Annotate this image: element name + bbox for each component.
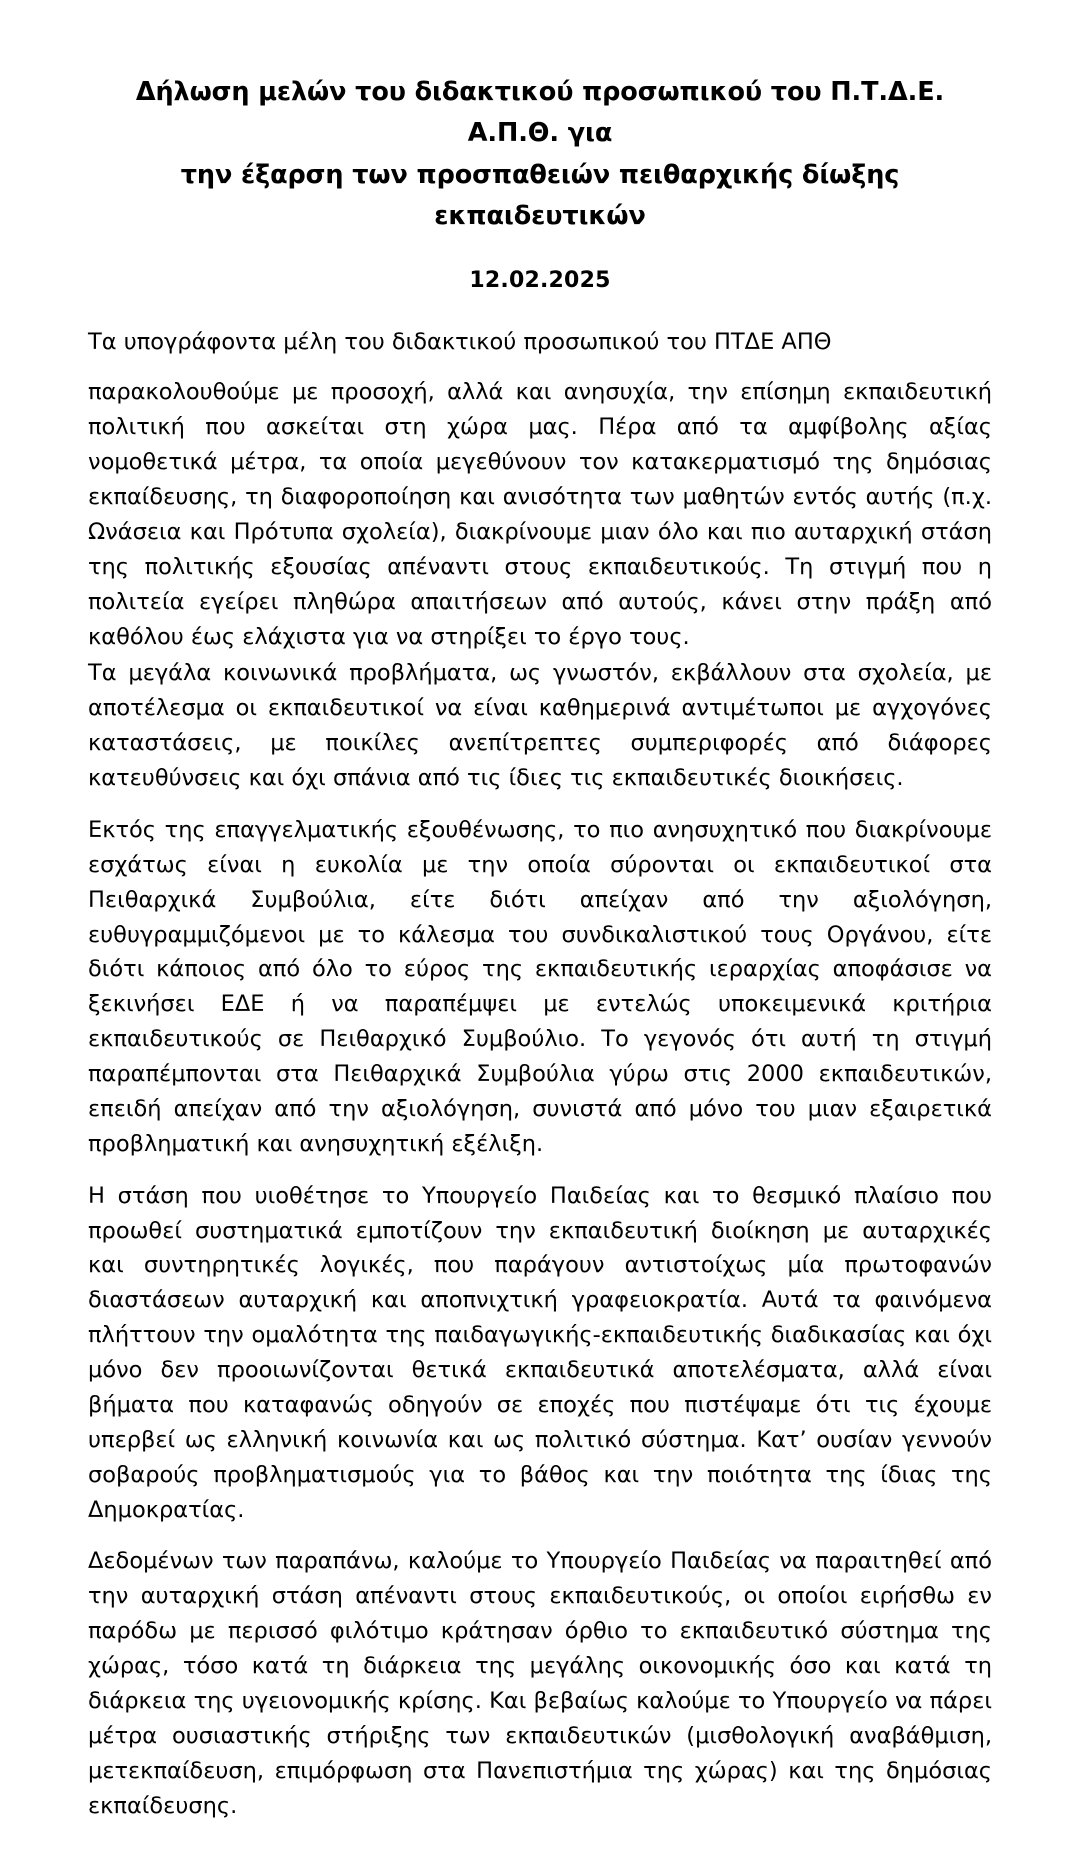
page-title-line-1: Δήλωση μελών του διδακτικού προσωπικού του Π.Τ.Δ.Ε. Α.Π.Θ. για xyxy=(135,77,945,149)
body-paragraph-4: Η στάση που υιοθέτησε το Υπουργείο Παιδείας και το θεσμικό πλαίσιο που προωθεί συστηματικά εμποτίζουν την εκπαιδευτική διοίκηση με αυταρχικές και συντηρητικές λογικές, που παράγουν αντιστοίχως μία πρωτοφανών διαστάσεων αυταρχική και αποπνιχτική γραφειοκρατία. Αυτά τα φαινόμενα πλήττουν την ομαλότητα της παιδαγωγικής-εκπαιδευτικής διαδικασίας και όχι μόνο δεν προοιωνίζονται θετικά εκπαιδευτικά αποτελέσματα, αλλά είναι βήματα που καταφανώς οδηγούν σε εποχές που πιστέψαμε ότι τις έχουμε υπερβεί ως ελληνική κοινωνία και ως πολιτικό σύστημα. Κατ’ ουσίαν γεννούν σοβαρούς προβληματισμούς για το βάθος και την ποιότητα της ίδιας της Δημοκρατίας. xyxy=(88,1182,992,1523)
body-paragraph-3: Εκτός της επαγγελματικής εξουθένωσης, το πιο ανησυχητικό που διακρίνουμε εσχάτως είναι η ευκολία με την οποία σύρονται οι εκπαιδευτικοί στα Πειθαρχικά Συμβούλια, είτε διότι απείχαν από την αξιολόγηση, ευθυγραμμιζόμενοι με το κάλεσμα του συνδικαλιστικού τους Οργάνου, είτε διότι κάποιος από όλο το εύρος της εκπαιδευτικής ιεραρχίας αποφάσισε να ξεκινήσει ΕΔΕ ή να παραπέμψει με εντελώς υποκειμενικά κριτήρια εκπαιδευτικούς σε Πειθαρχικό Συμβούλιο. Το γεγονός ότι αυτή τη στιγμή παραπέμπονται στα Πειθαρχικά Συμβούλια γύρω στις 2000 εκπαιδευτικών, επειδή απείχαν από την αξιολόγηση, συνιστά από μόνο του μιαν εξαιρετικά προβληματική και ανησυχητική εξέλιξη. xyxy=(88,816,992,1157)
body-paragraph-5: Δεδομένων των παραπάνω, καλούμε το Υπουργείο Παιδείας να παραιτηθεί από την αυταρχική στάση απέναντι στους εκπαιδευτικούς, οι οποίοι ειρήσθω εν παρόδω με περισσό φιλότιμο κράτησαν όρθιο το εκπαιδευτικό σύστημα της χώρας, τόσο κατά τη διάρκεια της μεγάλης οικονομικής όσο και κατά τη διάρκεια της υγειονομικής κρίσης. Και βεβαίως καλούμε το Υπουργείο να πάρει μέτρα ουσιαστικής στήριξης των εκπαιδευτικών (μισθολογική αναβάθμιση, μετεκπαίδευση, επιμόρφωση στα Πανεπιστήμια της χώρας) και της δημόσιας εκπαίδευσης. xyxy=(88,1548,992,1819)
page-title-line-2: την έξαρση των προσπαθειών πειθαρχικής δίωξης εκπαιδευτικών xyxy=(180,159,900,231)
body-paragraph-1: παρακολουθούμε με προσοχή, αλλά και ανησυχία, την επίσημη εκπαιδευτική πολιτική που ασκείται στη χώρα μας. Πέρα από τα αμφίβολης αξίας νομοθετικά μέτρα, τα οποία μεγεθύνουν τον κατακερματισμό της δημόσιας εκπαίδευσης, τη διαφοροποίηση και ανισότητα των μαθητών εντός αυτής (π.χ. Ωνάσεια και Πρότυπα σχολεία), διακρίνουμε μιαν όλο και πιο αυταρχική στάση της πολιτικής εξουσίας απέναντι στους εκπαιδευτικούς. Τη στιγμή που η πολιτεία εγείρει πληθώρα απαιτήσεων από αυτούς, κάνει στην πράξη από καθόλου έως ελάχιστα για να στηρίξει το έργο τους. xyxy=(88,379,992,650)
body-paragraph-2: Τα μεγάλα κοινωνικά προβλήματα, ως γνωστόν, εκβάλλουν στα σχολεία, με αποτέλεσμα οι εκπαιδευτικοί να είναι καθημερινά αντιμέτωποι με αγχογόνες καταστάσεις, με ποικίλες ανεπίτρεπτες συμπεριφορές από διάφορες κατευθύνσεις και όχι σπάνια από τις ίδιες τις εκπαιδευτικές διοικήσεις. xyxy=(88,660,992,792)
page-title xyxy=(88,72,992,237)
document-date: 12.02.2025 xyxy=(469,268,611,294)
intro-paragraph: Τα υπογράφοντα μέλη του διδακτικού προσωπικού του ΠΤΔΕ ΑΠΘ xyxy=(88,328,832,355)
